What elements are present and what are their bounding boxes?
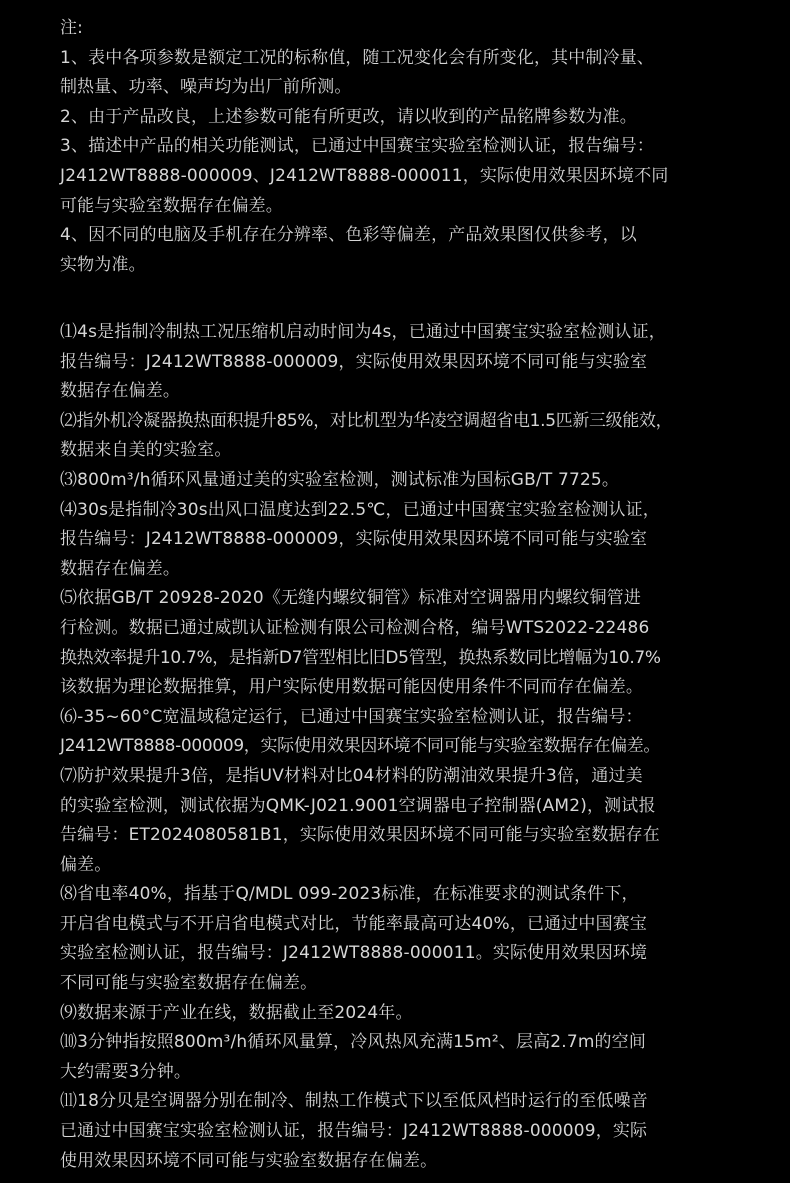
footnote-line: 数据存在偏差。 [60, 558, 181, 579]
footnote-line: 不同可能与实验室数据存在偏差。 [60, 973, 318, 994]
footnote-line: 报告编号：J2412WT8888-000009，实际使用效果因环境不同可能与实验室 [60, 351, 648, 372]
footnote-line: ⑺防护效果提升3倍，是指UV材料对比04材料的防潮油效果提升3倍，通过美 [60, 765, 643, 786]
note-line: 可能与实验室数据存在偏差。 [60, 195, 283, 216]
footnote-line: 的实验室检测，测试依据为QMK-J021.9001空调器电子控制器(AM2)，测试报 [60, 795, 656, 816]
footnote-line: ⑷30s是指制冷30s出风口温度达到22.5℃，已通过中国赛宝实验室检测认证， [60, 499, 660, 520]
footnote-line: ⑴4s是指制冷制热工况压缩机启动时间为4s，已通过中国赛宝实验室检测认证， [60, 322, 666, 342]
footnote-line: 数据来自美的实验室。 [60, 440, 232, 461]
notes-section [60, 14, 790, 280]
note-line: 3、描述中产品的相关功能测试，已通过中国赛宝实验室检测认证，报告编号： [60, 136, 655, 157]
footnote-line: 该数据为理论数据推算，用户实际使用数据可能因使用条件不同而存在偏差。 [60, 677, 644, 698]
footnote-line: ⑹-35~60°C宽温域稳定运行，已通过中国赛宝实验室检测认证，报告编号： [60, 706, 643, 727]
footnotes-section [60, 318, 790, 1176]
footnote-line: ⑵指外机冷凝器换热面积提升85%，对比机型为华凌空调超省电1.5匹新三级能效， [60, 410, 673, 431]
footnote-line: 偏差。 [60, 854, 112, 875]
footnote-line: ⑾18分贝是空调器分别在制冷、制热工作模式下以至低风档时运行的至低噪音 [60, 1091, 648, 1112]
footnote-line: 已通过中国赛宝实验室检测认证，报告编号：J2412WT8888-000009，实际 [60, 1121, 648, 1142]
footnote-line: 告编号：ET2024080581B1，实际使用效果因环境不同可能与实验室数据存在 [60, 825, 660, 846]
footnote-line: ⑼数据来源于产业在线，数据截止至2024年。 [60, 1002, 413, 1023]
note-line: 制热量、功率、噪声均为出厂前所测。 [60, 77, 352, 98]
footnote-line: J2412WT8888-000009，实际使用效果因环境不同可能与实验室数据存在偏差。 [60, 736, 661, 757]
footnote-line: ⑶800m³/h循环风量通过美的实验室检测，测试标准为国标GB/T 7725。 [60, 469, 620, 490]
footnote-line: 开启省电模式与不开启省电模式对比，节能率最高可达40%，已通过中国赛宝 [60, 913, 648, 934]
footnote-line: 报告编号：J2412WT8888-000009，实际使用效果因环境不同可能与实验室 [60, 529, 648, 550]
notes-heading: 注: [60, 18, 84, 38]
footnote-line: 大约需要3分钟。 [60, 1061, 192, 1082]
note-line: 2、由于产品改良，上述参数可能有所更改，请以收到的产品铭牌参数为准。 [60, 106, 637, 127]
note-line: 实物为准。 [60, 254, 146, 275]
footnote-line: ⑻省电率40%，指基于Q/MDL 099-2023标准，在标准要求的测试条件下， [60, 884, 639, 905]
footnote-line: 实验室检测认证，报告编号：J2412WT8888-000011。实际使用效果因环境 [60, 943, 648, 964]
note-line: 1、表中各项参数是额定工况的标称值，随工况变化会有所变化，其中制冷量、 [60, 47, 655, 68]
footnote-line: 使用效果因环境不同可能与实验室数据存在偏差。 [60, 1150, 438, 1171]
footnote-line: 行检测。数据已通过威凯认证检测有限公司检测合格，编号WTS2022-22486 [60, 617, 650, 638]
note-line: 4、因不同的电脑及手机存在分辨率、色彩等偏差，产品效果图仅供参考，以 [60, 225, 637, 246]
note-line: J2412WT8888-000009、J2412WT8888-000011，实际使用效果因环境不同 [60, 165, 669, 186]
footnote-line: 数据存在偏差。 [60, 381, 181, 402]
footnote-line: ⑽3分钟指按照800m³/h循环风量算，冷风热风充满15m²、层高2.7m的空间 [60, 1032, 646, 1053]
footnote-line: 换热效率提升10.7%，是指新D7管型相比旧D5管型，换热系数同比增幅为10.7% [60, 647, 661, 668]
footnote-line: ⑸依据GB/T 20928-2020《无缝内螺纹铜管》标准对空调器用内螺纹铜管进 [60, 588, 642, 609]
